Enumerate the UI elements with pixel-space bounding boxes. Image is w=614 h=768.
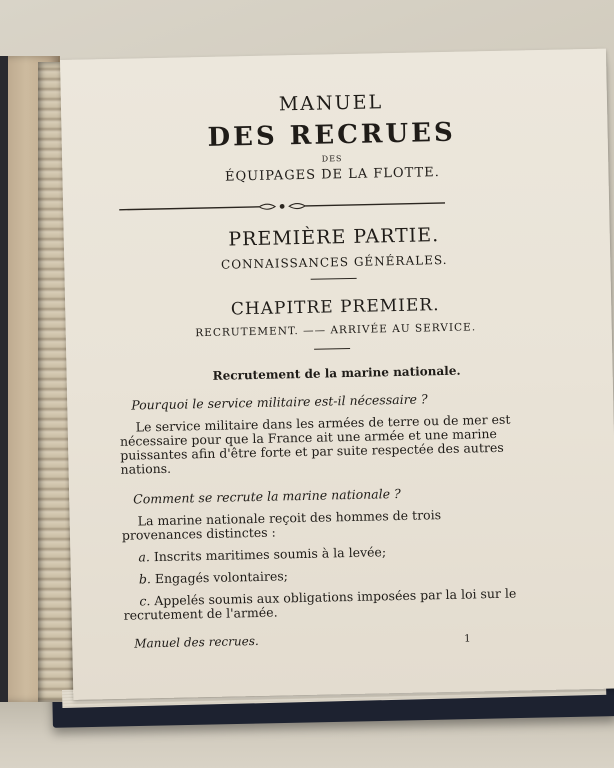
list-text-a: Inscrits maritimes soumis à la levée;	[153, 544, 387, 565]
page-number: 1	[464, 633, 471, 645]
short-rule	[314, 348, 350, 350]
footer-title: Manuel des recrues.	[134, 633, 259, 651]
short-rule	[311, 278, 357, 280]
page-content	[60, 49, 614, 700]
list-letter-b: b.	[138, 571, 152, 587]
title-equipages: ÉQUIPAGES DE LA FLOTTE.	[224, 165, 441, 185]
part-title: PREMIÈRE PARTIE.	[228, 224, 440, 251]
list-letter-c: c.	[139, 593, 151, 609]
question-1: Pourquoi le service militaire est-il nécessaire ?	[131, 391, 428, 413]
answer-2: La marine nationale reçoit des hommes de trois provenances distinctes :	[121, 507, 442, 543]
list-item-c	[123, 586, 521, 622]
title-des-recrues: DES RECRUES	[207, 117, 457, 153]
list-item-a	[138, 543, 498, 565]
title-manuel: MANUEL	[278, 91, 384, 116]
answer-1: Le service militaire dans les armées de terre ou de mer est nécessaire pour que la France ait une armée et une marine puissantes afin d'être forte et par suite respectée des autres nations.	[119, 411, 511, 477]
part-subtitle: CONNAISSANCES GÉNÉRALES.	[220, 252, 448, 272]
section-title: Recrutement de la marine nationale.	[212, 363, 461, 383]
chapter-subtitle: RECRUTEMENT. —— ARRIVÉE AU SERVICE.	[195, 321, 477, 340]
list-item-b	[139, 565, 499, 587]
list-letter-a: a.	[138, 549, 151, 565]
board-edge	[0, 56, 8, 702]
chapter-title: CHAPITRE PREMIER.	[230, 295, 440, 320]
list-text-c: Appelés soumis aux obligations imposées par la loi sur le recrutement de l'armée.	[123, 585, 517, 623]
title-des: DES	[321, 154, 343, 164]
question-2: Comment se recrute la marine nationale ?	[133, 485, 401, 507]
ornament-divider	[119, 198, 445, 215]
list-text-b: Engagés volontaires;	[154, 568, 289, 587]
